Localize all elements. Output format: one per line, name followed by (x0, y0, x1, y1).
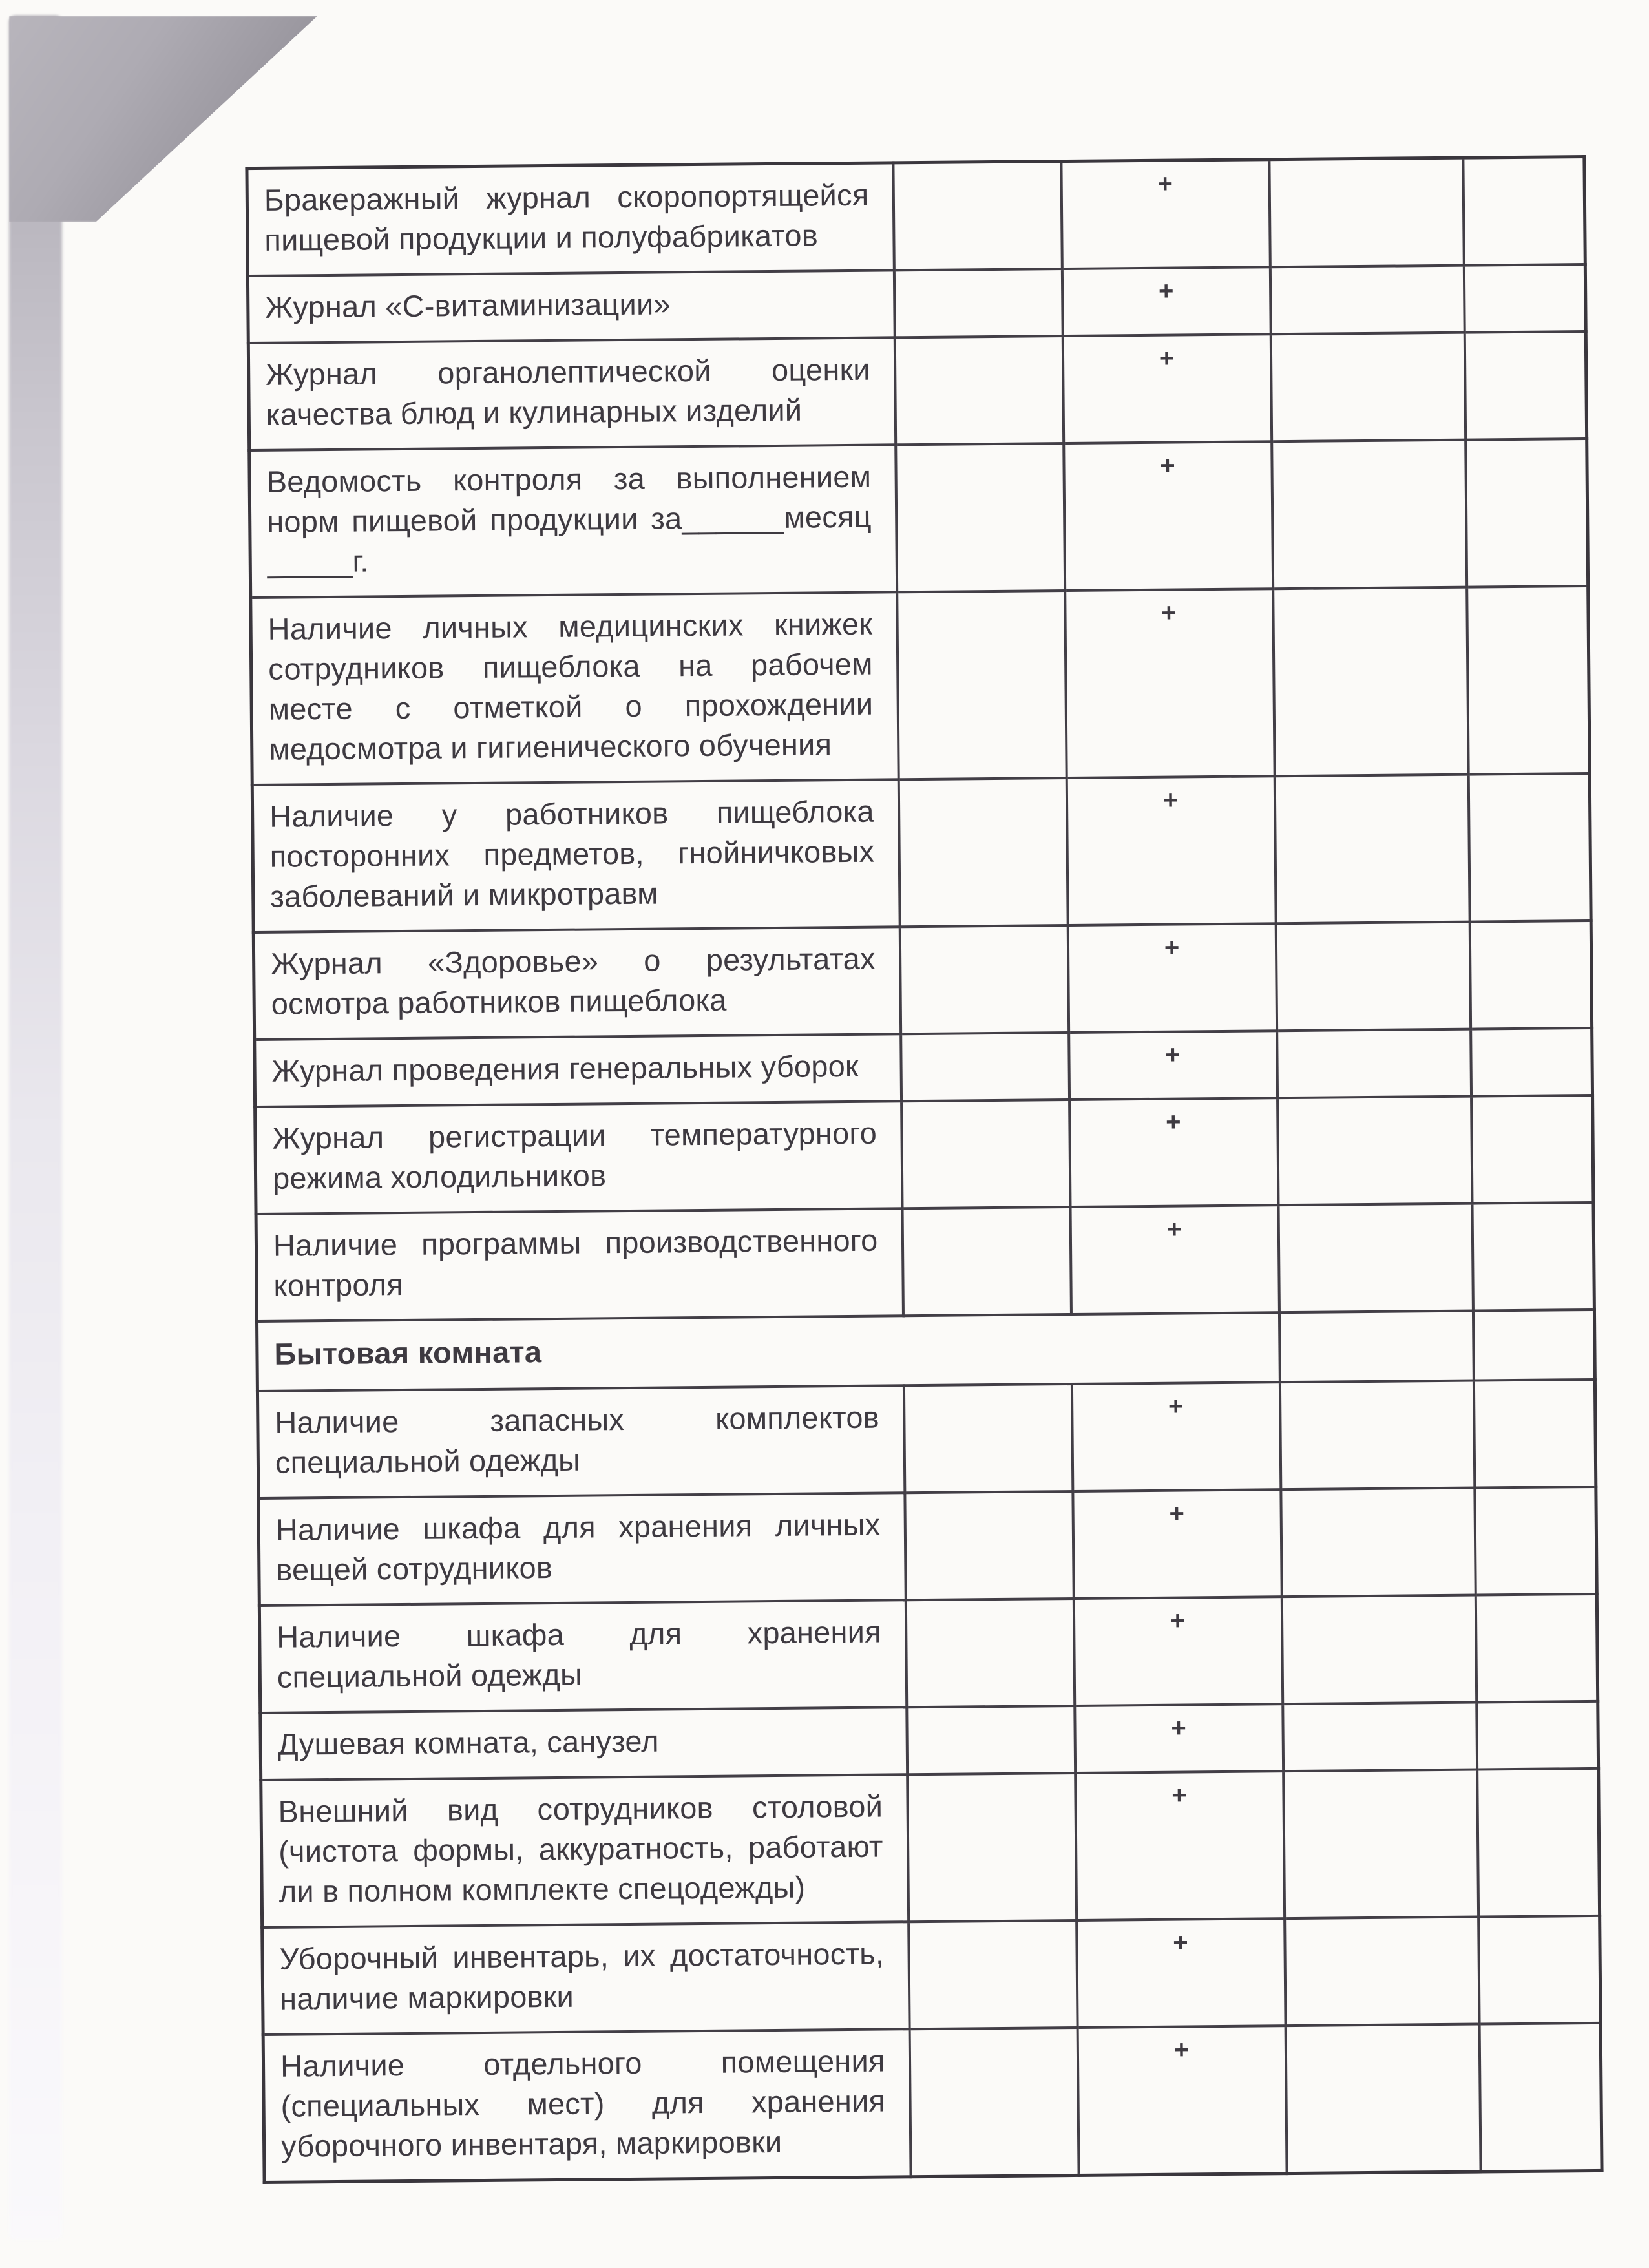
empty-cell (903, 1384, 1072, 1493)
scan-shadow-left-strip (9, 16, 62, 2240)
empty-cell (901, 1033, 1069, 1101)
item-text-cell (257, 1385, 904, 1498)
empty-cell (1472, 1202, 1594, 1311)
empty-cell (894, 336, 1063, 445)
item-text-cell (247, 163, 894, 276)
table-row (247, 264, 1586, 343)
check-mark-cell (1069, 1031, 1277, 1100)
item-text: Наличие шкафа для хранения специальной одежды (277, 1614, 881, 1694)
empty-cell (1279, 1381, 1474, 1490)
item-text: Журнал «С-витаминизации» (265, 286, 671, 324)
check-mark-cell (1071, 1382, 1280, 1491)
item-text: Наличие отдельного помещения (специальных мест) для хранения уборочного инвентаря, маркировки (280, 2043, 886, 2163)
check-mark-cell (1075, 1704, 1283, 1773)
item-text: Журнал органолептической оценки качества блюд и кулинарных изделий (265, 352, 870, 432)
checklist-table-body (247, 157, 1602, 2183)
table-row (249, 439, 1588, 598)
check-mark-cell (1065, 589, 1275, 778)
item-text: Уборочный инвентарь, их достаточность, наличие маркировки (279, 1936, 885, 2016)
check-mark-cell (1070, 1205, 1279, 1314)
empty-cell (1278, 1204, 1473, 1313)
empty-cell (901, 1100, 1070, 1208)
check-mark-cell (1064, 441, 1273, 591)
item-text: Наличие личных медицинских книжек сотрудников пищеблока на рабочем месте с отметкой о прохождении медосмотра и гигиенического обучения (268, 606, 874, 766)
check-mark-cell (1073, 1597, 1282, 1706)
checklist-table (245, 155, 1603, 2184)
check-mark: + (1165, 1108, 1181, 1137)
empty-cell (1478, 1916, 1601, 2024)
table-row (256, 1202, 1594, 1321)
empty-cell (1464, 331, 1586, 440)
empty-cell (1464, 264, 1586, 333)
check-mark-cell (1069, 1098, 1278, 1207)
empty-cell (1277, 1029, 1471, 1098)
table-row (247, 157, 1585, 277)
empty-cell (909, 2028, 1078, 2177)
table-row (261, 1769, 1600, 1927)
empty-cell (909, 1920, 1077, 2029)
check-mark: + (1164, 933, 1180, 962)
empty-cell (1285, 2024, 1480, 2174)
empty-cell (1463, 157, 1585, 266)
item-text-cell (258, 1493, 905, 1606)
item-text: Наличие шкафа для хранения личных вещей сотрудников (275, 1507, 881, 1587)
check-mark-cell (1062, 267, 1270, 336)
empty-cell (1476, 1701, 1599, 1770)
section-title: Бытовая комната (274, 1334, 542, 1371)
empty-cell (1281, 1595, 1476, 1705)
check-mark: + (1171, 1781, 1187, 1810)
empty-cell (1285, 1917, 1479, 2026)
empty-cell (898, 778, 1067, 927)
check-mark: + (1169, 1499, 1185, 1528)
item-text-cell (251, 592, 898, 785)
empty-cell (899, 925, 1068, 1034)
check-mark-cell (1062, 334, 1271, 443)
table-row (258, 1487, 1597, 1606)
item-text-cell (249, 445, 897, 598)
empty-cell (1477, 1769, 1600, 1917)
table-row (252, 773, 1591, 932)
check-mark: + (1173, 1928, 1188, 1957)
empty-cell (1469, 921, 1591, 1029)
check-mark: + (1173, 2035, 1190, 2064)
check-mark: + (1166, 1215, 1182, 1244)
empty-cell (902, 1207, 1071, 1316)
empty-cell (1270, 266, 1464, 335)
section-title-cell (257, 1312, 1280, 1391)
check-mark: + (1162, 786, 1179, 815)
item-text: Журнал регистрации температурного режима холодильников (272, 1115, 877, 1195)
check-mark-cell (1077, 2026, 1287, 2175)
check-mark: + (1160, 451, 1175, 480)
item-text: Душевая комната, санузел (277, 1723, 660, 1761)
empty-cell (907, 1773, 1077, 1922)
item-text-cell (261, 1774, 909, 1927)
check-mark: + (1170, 1606, 1186, 1635)
check-mark-cell (1066, 776, 1276, 925)
document-page (245, 155, 1600, 2184)
empty-cell (1274, 775, 1469, 924)
item-text: Наличие программы производственного контроля (273, 1223, 878, 1303)
item-text-cell (252, 779, 899, 932)
item-text-cell (262, 1922, 909, 2035)
item-text-cell (247, 270, 894, 343)
item-text-cell (256, 1208, 903, 1321)
item-text-cell (248, 337, 895, 450)
check-mark: + (1171, 1714, 1186, 1743)
check-mark: + (1165, 1040, 1181, 1069)
check-mark: + (1157, 169, 1173, 198)
empty-cell (1475, 1594, 1597, 1703)
item-text-cell (263, 2029, 910, 2182)
item-text: Внешний вид сотрудников столовой (чистота формы, аккуратность, работают ли в полном комплекте спецодежды) (278, 1789, 883, 1909)
empty-cell (1281, 1488, 1475, 1597)
check-mark-cell (1073, 1489, 1281, 1599)
empty-cell (1479, 2023, 1602, 2172)
item-text-cell (259, 1600, 906, 1713)
item-text: Наличие у работников пищеблока посторонних предметов, гнойничковых заболеваний и микротравм (269, 793, 875, 914)
empty-cell (905, 1491, 1073, 1600)
empty-cell (1272, 440, 1467, 589)
empty-cell (1473, 1310, 1595, 1381)
empty-cell (1471, 1028, 1593, 1097)
empty-cell (905, 1599, 1074, 1707)
empty-cell (1273, 587, 1469, 777)
empty-cell (1277, 1097, 1472, 1206)
item-text: Ведомость контроля за выполнением норм пищевой продукции за______месяц _____г. (266, 459, 872, 579)
item-text-cell (260, 1707, 907, 1780)
table-row (248, 331, 1586, 450)
check-mark-cell (1075, 1771, 1285, 1920)
empty-cell (1473, 1380, 1595, 1488)
item-text-cell (253, 927, 900, 1040)
check-mark-cell (1061, 160, 1270, 269)
empty-cell (1475, 1487, 1597, 1595)
item-text-cell (255, 1101, 902, 1214)
empty-cell (1467, 586, 1590, 775)
table-row (259, 1594, 1597, 1713)
table-row (257, 1380, 1595, 1498)
empty-cell (897, 591, 1067, 779)
empty-cell (1471, 1095, 1593, 1204)
empty-cell (1465, 439, 1588, 587)
check-mark: + (1161, 598, 1177, 627)
table-row (262, 1916, 1601, 2035)
empty-cell (893, 162, 1062, 271)
empty-cell (1283, 1770, 1478, 1919)
check-mark: + (1159, 344, 1175, 373)
item-text: Журнал проведения генеральных уборок (271, 1048, 859, 1088)
table-row (255, 1028, 1593, 1107)
table-row (263, 2023, 1602, 2183)
check-mark-cell (1067, 923, 1276, 1033)
empty-cell (1468, 773, 1591, 922)
empty-cell (1279, 1311, 1473, 1383)
empty-cell (894, 269, 1062, 337)
section-header-row (257, 1310, 1595, 1391)
item-text: Бракеражный журнал скоропортящейся пищевой продукции и полуфабрикатов (264, 177, 869, 257)
table-row (253, 921, 1591, 1040)
table-row (251, 586, 1590, 785)
item-text-cell (255, 1034, 901, 1107)
empty-cell (1270, 333, 1465, 442)
empty-cell (1276, 922, 1470, 1031)
empty-cell (907, 1706, 1075, 1774)
table-row (260, 1701, 1599, 1780)
empty-cell (1283, 1703, 1477, 1772)
check-mark: + (1168, 1392, 1184, 1421)
check-mark-cell (1077, 1918, 1285, 2028)
empty-cell (896, 443, 1065, 592)
table-row (255, 1095, 1593, 1214)
empty-cell (1269, 158, 1464, 267)
item-text: Наличие запасных комплектов специальной одежды (275, 1400, 880, 1480)
item-text: Журнал «Здоровье» о результатах осмотра работников пищеблока (270, 941, 876, 1021)
check-mark: + (1158, 277, 1174, 306)
